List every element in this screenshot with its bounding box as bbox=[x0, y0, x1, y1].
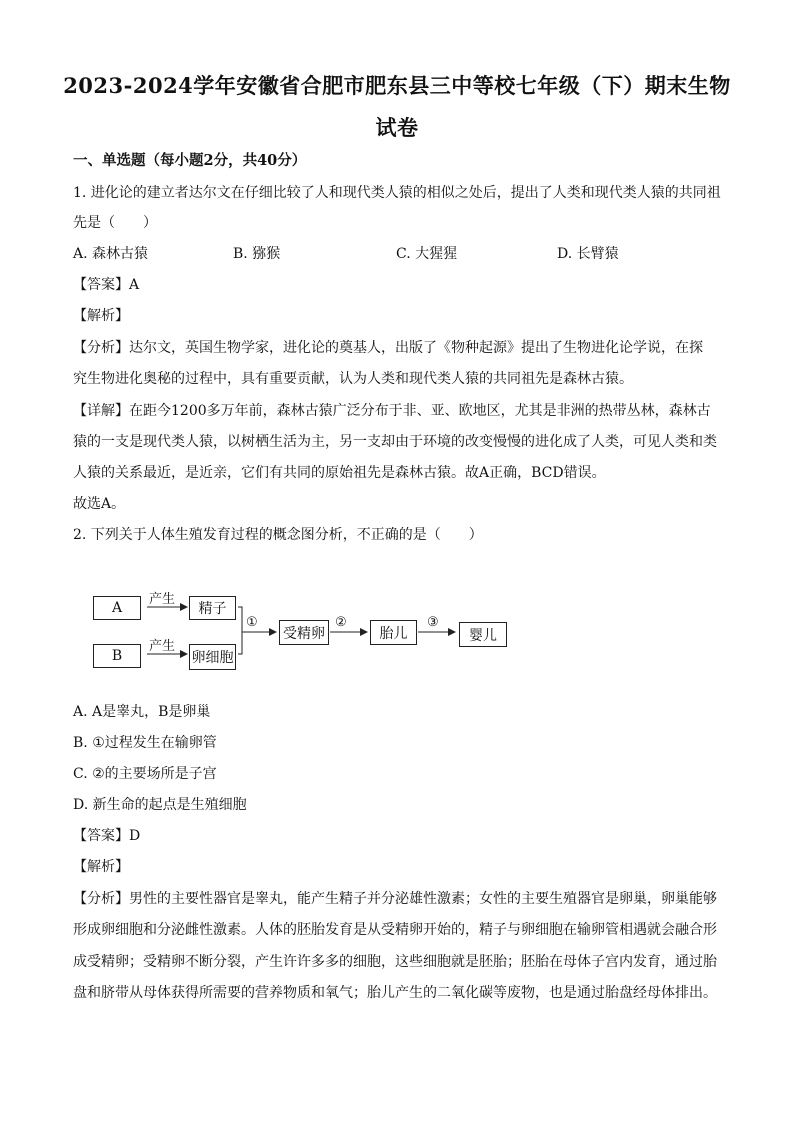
q2-fenxi-line4: 盘和脐带从母体获得所需要的营养物质和氧气；胎儿产生的二氧化碳等废物，也是通过胎盘经母体排出。 bbox=[73, 985, 717, 1001]
q2-option-c: C. ②的主要场所是子宫 bbox=[73, 766, 217, 782]
q2-option-d: D. 新生命的起点是生殖细胞 bbox=[73, 797, 247, 813]
q1-fenxi-line2: 究生物进化奥秘的过程中，具有重要贡献，认为人类和现代类人猿的共同祖先是森林古猿。 bbox=[73, 371, 633, 387]
q2-fenxi-line3: 成受精卵；受精卵不断分裂，产生许许多多的细胞，这些细胞就是胚胎；胚胎在母体子宫内发育，通过胎 bbox=[73, 954, 717, 970]
bracket-gametes bbox=[238, 607, 242, 654]
box-egg: 卵细胞 bbox=[189, 644, 236, 670]
box-zygote: 受精卵 bbox=[279, 620, 329, 645]
section-heading: 一、单选题（每小题2分，共40分） bbox=[73, 152, 307, 169]
q1-conclusion: 故选A。 bbox=[73, 496, 126, 512]
q1-option-c: C. 大猩猩 bbox=[396, 246, 458, 262]
q1-analysis-label: 【解析】 bbox=[73, 308, 129, 324]
q1-stem-line1: 1. 进化论的建立者达尔文在仔细比较了人和现代类人猿的相似之处后，提出了人类和现代类人猿的共同祖 bbox=[73, 185, 721, 201]
q2-answer: 【答案】D bbox=[73, 828, 141, 844]
box-fetus: 胎儿 bbox=[370, 620, 417, 645]
label-step-1: ① bbox=[246, 615, 258, 630]
q1-xiangjie-line1: 【详解】在距今1200多万年前，森林古猿广泛分布于非、亚、欧地区，尤其是非洲的热带丛林，森林古 bbox=[73, 403, 711, 419]
box-baby: 婴儿 bbox=[459, 622, 507, 647]
q2-fenxi-line2: 形成卵细胞和分泌雌性激素。人体的胚胎发育是从受精卵开始的，精子与卵细胞在输卵管相遇就会融合形 bbox=[73, 922, 717, 938]
q1-fenxi-line1: 【分析】达尔文，英国生物学家，进化论的奠基人，出版了《物种起源》提出了生物进化论学说，在探 bbox=[73, 340, 703, 356]
label-step-2: ② bbox=[335, 615, 347, 630]
reproduction-concept-diagram bbox=[92, 588, 522, 680]
box-b: B bbox=[93, 644, 141, 668]
q1-option-d: D. 长臂猿 bbox=[557, 246, 619, 262]
label-step-3: ③ bbox=[427, 615, 439, 630]
q1-option-a: A. 森林古猿 bbox=[73, 246, 149, 262]
box-a: A bbox=[93, 596, 141, 620]
q1-answer: 【答案】A bbox=[73, 277, 140, 293]
exam-title-line1: 2023-2024学年安徽省合肥市肥东县三中等校七年级（下）期末生物 bbox=[63, 73, 731, 98]
q2-option-b: B. ①过程发生在输卵管 bbox=[73, 735, 217, 751]
q1-xiangjie-line2: 猿的一支是现代类人猿，以树栖生活为主，另一支却由于环境的改变慢慢的进化成了人类，可见人类和类 bbox=[73, 434, 717, 450]
q2-analysis-label: 【解析】 bbox=[73, 859, 129, 875]
q2-fenxi-line1: 【分析】男性的主要性器官是睾丸，能产生精子并分泌雄性激素；女性的主要生殖器官是卵巢，卵巢能够 bbox=[73, 891, 717, 907]
q1-xiangjie-line3: 人猿的关系最近，是近亲，它们有共同的原始祖先是森林古猿。故A正确，BCD错误。 bbox=[73, 465, 606, 481]
exam-title-line2: 试卷 bbox=[375, 115, 419, 140]
box-sperm: 精子 bbox=[189, 596, 236, 620]
q2-option-a: A. A是睾丸，B是卵巢 bbox=[73, 704, 211, 720]
q1-stem-line2: 先是（ ） bbox=[73, 215, 157, 231]
label-produce-1: 产生 bbox=[149, 592, 176, 607]
q1-option-b: B. 猕猴 bbox=[233, 246, 281, 262]
q2-stem: 2. 下列关于人体生殖发育过程的概念图分析，不正确的是（ ） bbox=[73, 527, 483, 543]
label-produce-2: 产生 bbox=[149, 639, 176, 654]
